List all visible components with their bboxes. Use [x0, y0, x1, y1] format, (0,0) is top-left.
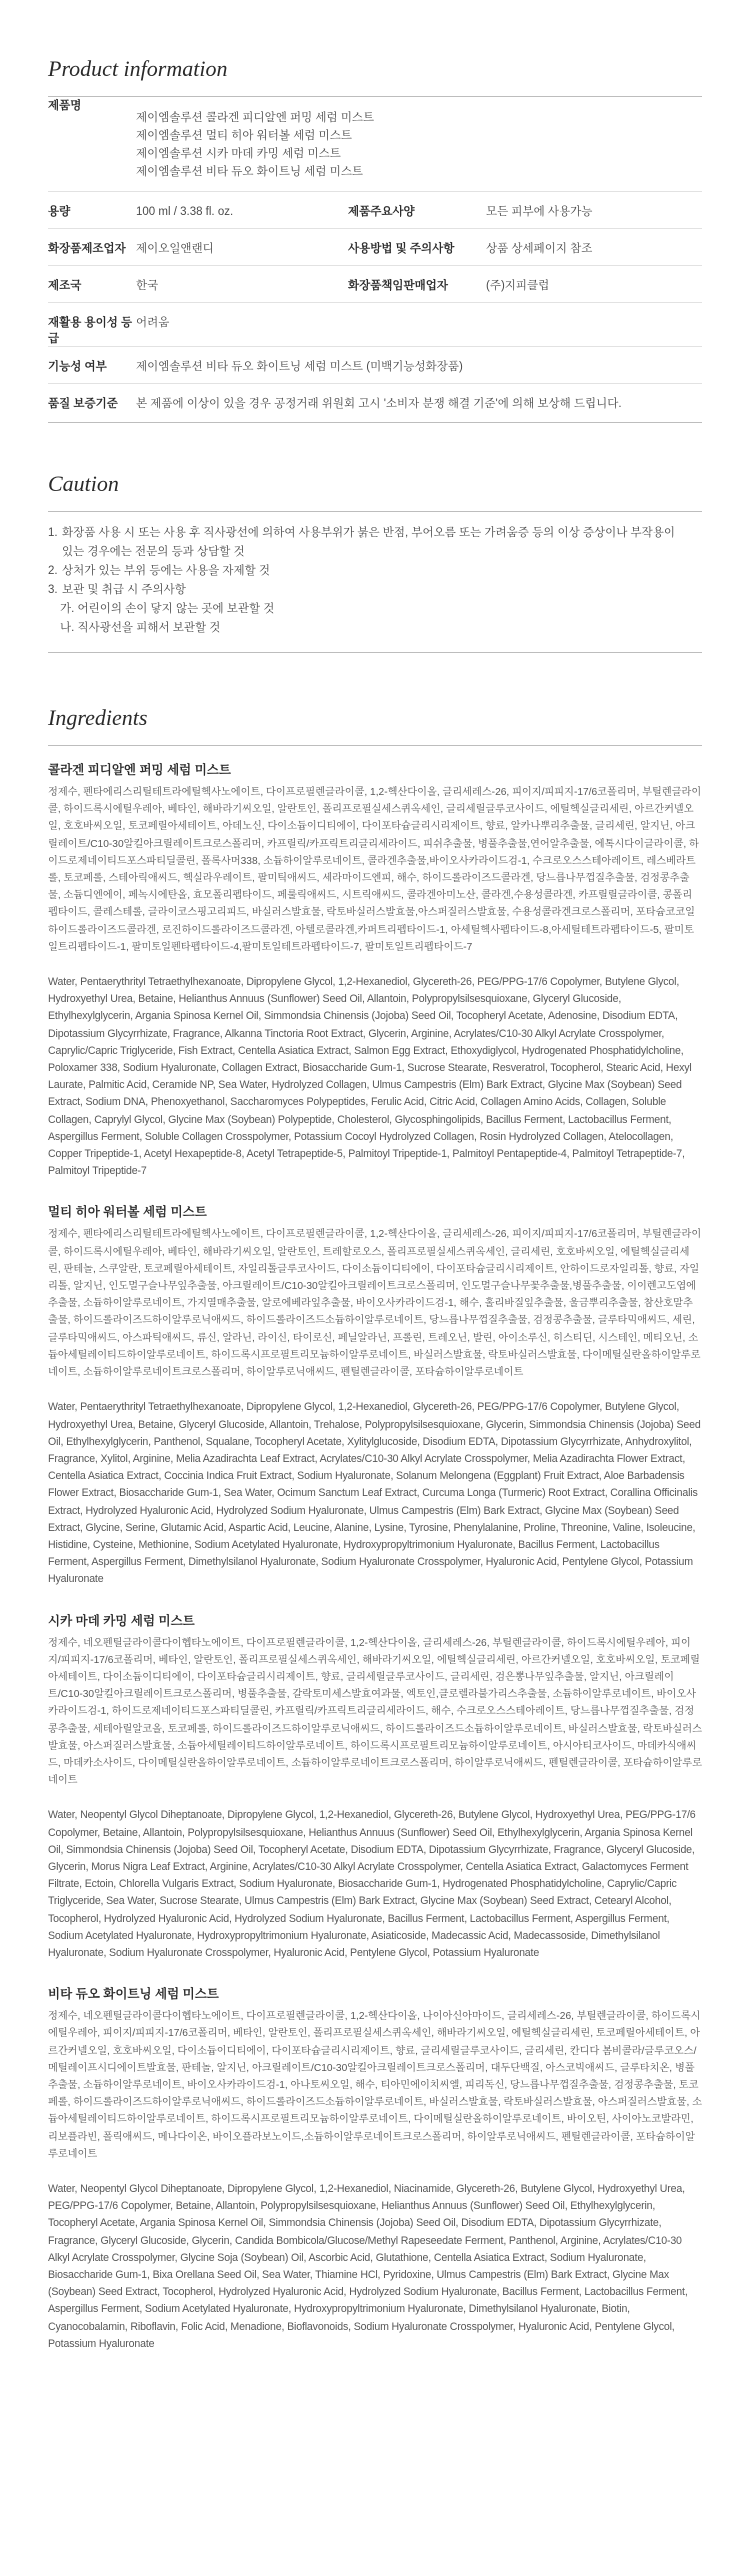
label-volume: 용량 [48, 206, 71, 218]
row-country [48, 266, 702, 302]
caution-subitem: 나. 직사광선을 피해서 보관할 것 [60, 622, 221, 634]
caution-text: 상처가 있는 부위 등에는 사용을 자제할 것 [62, 565, 271, 577]
ingredients-english: Water, Neopentyl Glycol Diheptanoate, Dipropylene Glycol, 1,2-Hexanediol, Niacinamide, Glycereth-26, Butylene Glycol, Hydroxyethyl Urea, PEG/PPG-17/6 Copolymer, Betaine, Allantoin, Polypropylsilsesquioxane, Helianthus Annuus (Sunflower) Seed Oil, Ethylhexylglycerin, Tocopheryl Acetate, Argania Spinosa Kernel Oil, Simmondsia Chinensis (Jojoba) Seed Oil, Disodium EDTA, Dipotassium Glycyrrhizate, Fragrance, Glyceryl Glucoside, Glycerin, Candida Bombicola/Glucose/Methyl Rapeseedate Ferment, Panthenol, Arginine, Acrylates/C10-30 Alkyl Acrylate Crosspolymer, Glycine Soja (Soybean) Oil, Ascorbic Acid, Glutathione, Centella Asiatica Extract, Sodium Hyaluronate, Biosaccharide Gum-1, Bixa Orellana Seed Oil, Sea Water, Thiamine HCl, Pyridoxine, Ulmus Campestris (Elm) Bark Extract, Glycine Max (Soybean) Seed Extract, Tocopherol, Hydrolyzed Hyaluronic Acid, Hydrolyzed Sodium Hyaluronate, Bacillus Ferment, Lactobacillus Ferment, Aspergillus Ferment, Sodium Acetylated Hyaluronate, Hydroxypropyltrimonium Hyaluronate, Dimethylsilanol Hyaluronate, Biotin, Cyanocobalamin, Riboflavin, Folic Acid, Menadione, Bioflavonoids, Sodium Hyaluronate Crosspolymer, Hyaluronic Acid, Pentylene Glycol, Potassium Hyaluronate [48, 2183, 688, 2350]
value-country: 한국 [136, 280, 159, 292]
row-functional [48, 347, 702, 383]
ingredients-product-name: 비타 듀오 화이트닝 세럼 미스트 [48, 1987, 219, 2002]
value-functional: 제이엠솔루션 비타 듀오 화이트닝 세럼 미스트 (미백기능성화장품) [136, 361, 463, 373]
caution-number: 3. [48, 584, 58, 596]
row-warranty [48, 384, 702, 420]
value-skin-type: 모든 피부에 사용가능 [486, 206, 593, 218]
row-recycle [48, 303, 702, 346]
caution-list [48, 512, 702, 652]
ingredients-product-name: 시카 마데 카밍 세럼 미스트 [48, 1613, 195, 1628]
ingredients-product-name: 콜라겐 피디알엔 퍼밍 세럼 미스트 [48, 763, 231, 777]
caution-item [48, 562, 702, 581]
value-recycle: 어려움 [136, 317, 170, 329]
label-maker: 화장품제조업자 [48, 243, 126, 255]
ingredients-product-name: 멀티 히아 워터볼 세럼 미스트 [48, 1205, 207, 1220]
value-volume: 100 ml / 3.38 fl. oz. [136, 206, 234, 218]
caution-text: 보관 및 취급 시 주의사항 [62, 584, 186, 596]
label-skin-type: 제품주요사양 [348, 206, 415, 218]
ingredients-english: Water, Neopentyl Glycol Diheptanoate, Dipropylene Glycol, 1,2-Hexanediol, Glycereth-26, Butylene Glycol, Hydroxyethyl Urea, PEG/PPG-17/6 Copolymer, Betaine, Allantoin, Polypropylsilsesquioxane, Helianthus Annuus (Sunflower) Seed Oil, Ethylhexylglycerin, Argania Spinosa Kernel Oil, Simmondsia Chinensis (Jojoba) Seed Oil, Tocopheryl Acetate, Disodium EDTA, Dipotassium Glycyrrhizate, Fragrance, Glyceryl Glucoside, Glycerin, Morus Nigra Leaf Extract, Arginine, Acrylates/C10-30 Alkyl Acrylate Crosspolymer, Centella Asiatica Extract, Galactomyces Ferment Filtrate, Ectoin, Chlorella Vulgaris Extract, Sodium Hyaluronate, Biosaccharide Gum-1, Hydrogenated Phosphatidylcholine, Caprylic/Capric Triglyceride, Sea Water, Sucrose Stearate, Ulmus Campestris (Elm) Bark Extract, Glycine Max (Soybean) Seed Extract, Cetearyl Alcohol, Tocopherol, Hydrolyzed Hyaluronic Acid, Hydrolyzed Sodium Hyaluronate, Bacillus Ferment, Lactobacillus Ferment, Aspergillus Ferment, Sodium Acetylated Hyaluronate, Hydroxypropyltrimonium Hyaluronate, Asiaticoside, Madecassic Acid, Madecassoside, Dimethylsilanol Hyaluronate, Sodium Hyaluronate Crosspolymer, Hyaluronic Acid, Pentylene Glycol, Potassium Hyaluronate [48, 1809, 696, 1959]
label-country: 제조국 [48, 280, 82, 292]
ingredients-block-vita [48, 1962, 702, 2353]
divider [48, 422, 702, 423]
caution-subitem: 가. 어린이의 손이 닿지 않는 곳에 보관할 것 [60, 603, 275, 615]
product-name-4: 제이엠솔루션 비타 듀오 화이트닝 세럼 미스트 [136, 166, 364, 178]
ingredients-english: Water, Pentaerythrityl Tetraethylhexanoate, Dipropylene Glycol, 1,2-Hexanediol, Glycereth-26, PEG/PPG-17/6 Copolymer, Butylene Glycol, Hydroxyethyl Urea, Betaine, Helianthus Annuus (Sunflower) Seed Oil, Allantoin, Polypropylsilsesquioxane, Glyceryl Glucoside, Ethylhexylglycerin, Argania Spinosa Kernel Oil, Simmondsia Chinensis (Jojoba) Seed Oil, Tocopheryl Acetate, Adenosine, Disodium EDTA, Dipotassium Glycyrrhizate, Fragrance, Alkanna Tinctoria Root Extract, Glycerin, Arginine, Acrylates/C10-30 Alkyl Acrylate Crosspolymer, Caprylic/Capric Triglyceride, Fish Extract, Centella Asiatica Extract, Salmon Egg Extract, Ethoxydiglycol, Hydrogenated Phosphatidylcholine, Poloxamer 338, Sodium Hyaluronate, Collagen Extract, Biosaccharide Gum-1, Sucrose Stearate, Resveratrol, Tocopherol, Stearic Acid, Hexyl Laurate, Palmitic Acid, Ceramide NP, Sea Water, Hydrolyzed Collagen, Ulmus Campestris (Elm) Bark Extract, Glycine Max (Soybean) Seed Extract, Sodium DNA, Phenoxyethanol, Saccharomyces Polypeptides, Ferulic Acid, Citric Acid, Collagen Amino Acids, Collagen, Soluble Collagen, Caprylyl Glycol, Glycine Max (Soybean) Polypeptide, Cholesterol, Glycosphingolipids, Bacillus Ferment, Lactobacillus Ferment, Aspergillus Ferment, Soluble Collagen Crosspolymer, Potassium Cocoyl Hydrolyzed Collagen, Rosin Hydrolyzed Collagen, Atelocollagen, Copper Tripeptide-1, Acetyl Hexapeptide-8, Acetyl Tetrapeptide-5, Palmitoyl Tripeptide-1, Palmitoyl Pentapeptide-4, Palmitoyl Tetrapeptide-7, Palmitoyl Tripeptide-7 [48, 976, 692, 1178]
product-info-table [48, 97, 702, 420]
product-name-3: 제이엠솔루션 시카 마데 카밍 세럼 미스트 [136, 148, 341, 160]
divider [48, 652, 702, 653]
ingredients-block-collagen [48, 746, 702, 1180]
row-volume [48, 192, 702, 228]
caution-item [48, 524, 702, 543]
value-seller: (주)지피클럽 [486, 280, 550, 292]
product-info-title: Product information [48, 56, 228, 81]
label-product-name: 제품명 [48, 100, 82, 112]
ingredients-korean: 정제수, 펜타에리스리틸테트라에틸헥사노에이트, 다이프로필렌글라이콜, 1,2-헥산다이올, 글리세레스-26, 피이지/피피지-17/6코폴리머, 부틸렌글라이콜, 하이드록시에틸우레아, 베타인, 해바라기씨오일, 알란토인, 폴리프로필실세스퀴옥세인, 글리세릴글루코사이드, 에틸헥실글리세린, 아르간커넬오일, 호호바씨오일, 토코페릴아세테이트, 아데노신, 다이소듐이디티에이, 다이포타슘글리시리제이트, 향료, 알카나뿌리추출물, 글리세린, 알지닌, 아크릴레이트/C10-30알킬아크릴레이트크로스폴리머, 카프릴릭/카프릭트리글리세라이드, 피쉬추출물, 병풀추출물,연어알추출물, 에톡시다이글라이콜, 하이드로제네이티드포스파티딜콜린, 폴록사머338, 소듐하이알루로네이트, 콜라겐추출물,바이오사카라이드검-1, 수크로오스스테아레이트, 레스베라트롤, 토코페롤, 스테아릭애씨드, 헥실라우레이트, 팔미틱애씨드, 세라마이드엔피, 해수, 하이드롤라이즈드콜라겐, 당느릅나무껍질추출물, 검정콩추출물, 소듐디엔에이, 페녹시에탄올, 효모폴리펩타이드, 페룰릭애씨드, 시트릭애씨드, 콜라겐아미노산, 콜라겐,수용성콜라겐, 카프릴릴글라이콜, 콩폴리펩타이드, 콜레스테롤, 글라이코스핑고리피드, 바실러스발효물, 락토바실러스발효물,아스퍼질러스발효물, 수용성콜라겐크로스폴리머, 포타슘코코일하이드롤라이즈드콜라겐, 로진하이드롤라이즈드콜라겐, 아텔로콜라겐,카퍼트리펩타이드-1, 아세틸헥사펩타이드-8,아세틸테트라펩타이드-5, 팔미토일트리펩타이드-1, 팔미토일펜타펩타이드-4,팔미토일테트라펩타이드-7, 팔미토일트리펩타이드-7 [48, 787, 702, 953]
caution-item [48, 581, 702, 600]
row-product-name [48, 97, 702, 191]
ingredients-korean: 정제수, 펜타에리스리틸테트라에틸헥사노에이트, 다이프로필렌글라이콜, 1,2-헥산다이올, 글리세레스-26, 피이지/피피지-17/6코폴리머, 부틸렌글라이콜, 하이드록시에틸우레아, 베타인, 해바라기씨오일, 알란토인, 트레할로오스, 폴리프로필실세스퀴옥세인, 글리세린, 호호바씨오일, 에틸헥실글리세린, 판테놀, 스쿠알란, 토코페릴아세테이트, 자일리톨글루코사이드, 다이소듐이디티에이, 다이포타슘글리시리제이트, 안하이드로자일리톨, 향료, 자일리톨, 알지닌, 인도멀구슬나무잎추출물, 아크릴레이트/C10-30알킬아크릴레이트크로스폴리머, 인도멀구슬나무꽃추출물,병풀추출물, 이이렌고도엽에추출물, 소듐하이알루로네이트, 가지열매추출물, 알로에베라잎추출물, 바이오사카라이드검-1, 해수, 홀리바질잎추출물, 울금뿌리추출물, 참산호말추출물, 하이드롤라이즈드하이알루로닉애씨드, 하이드롤라이즈드소듐하이알루로네이트, 당느릅나무껍질추출물, 검정콩추출물, 글루타믹애씨드, 세린, 글루타믹애씨드, 아스파틱애씨드, 류신, 알라닌, 라이신, 타이로신, 페닐알라닌, 프롤린, 트레오닌, 발린, 아이소루신, 히스티딘, 시스테인, 메티오닌, 소듐아세틸레이티드하이알루로네이트, 하이드록시프로필트리모늄하이알루로네이트, 바실러스발효물, 락토바실러스발효물, 다이메틸실란올하이알루로네이트, 소듐하이알루로네이트크로스폴리머, 하이알루로닉애씨드, 펜틸렌글라이콜, 포타슘하이알루로네이트 [48, 1229, 702, 1379]
ingredients-korean: 정제수, 네오펜틸글라이콜다이헵타노에이트, 다이프로필렌글라이콜, 1,2-헥산다이올, 나이아신아마이드, 글리세레스-26, 부틸렌글라이콜, 하이드록시에틸우레아, 피이지/피피지-17/6코폴리머, 베타인, 알란토인, 폴리프로필실세스퀴옥세인, 해바라기씨오일, 에틸헥실글리세린, 토코페릴아세테이트, 아르간커넬오일, 호호바씨오일, 다이소듐이디티에이, 다이포타슘글리시리제이트, 향료, 글리세릴글루코사이드, 글리세린, 칸디다 봄비콜라/글루코오스/메틸레이프시디에이트발효물, 판테놀, 알지닌, 아크릴레이트/C10-30알킬아크릴레이트크로스폴리머, 대두단백질, 아스코빅애씨드, 글루타치온, 병풀추출물, 소듐하이알루로네이트, 바이오사카라이드검-1, 아나토씨오일, 해수, 티아민에이치씨엘, 피리독신, 당느릅나무껍질추출물, 검정콩추출물, 토코페롤, 하이드롤라이즈드하이알루로닉애씨드, 하이드롤라이즈드소듐하이알루로네이트, 바실러스발효물, 락토바실러스발효물, 아스퍼질러스발효물, 소듐아세틸레이티드하이알루로네이트, 하이드록시프로필트리모늄하이알루로네이트, 다이메틸실란올하이알루로네이트, 바이오틴, 사이아노코발라민, 리보플라빈, 폴릭애씨드, 메나다이온, 바이오플라보노이드,소듐하이알루로네이트크로스폴리머, 하이알루로닉애씨드, 펜틸렌글라이콜, 포타슘하이알루로네이트 [48, 2011, 702, 2160]
caution-text: 있는 경우에는 전문의 등과 상담할 것 [62, 546, 245, 558]
ingredients-block-hya [48, 1180, 702, 1588]
product-name-1: 제이엠솔루션 콜라겐 피디알엔 퍼밍 세럼 미스트 [136, 112, 375, 124]
label-seller: 화장품책임판매업자 [348, 280, 448, 292]
product-name-2: 제이엠솔루션 멀티 히아 워터볼 세럼 미스트 [136, 130, 352, 142]
value-maker: 제이오일앤랜디 [136, 243, 214, 255]
label-usage: 사용방법 및 주의사항 [348, 243, 455, 255]
ingredients-english: Water, Pentaerythrityl Tetraethylhexanoate, Dipropylene Glycol, 1,2-Hexanediol, Glycereth-26, PEG/PPG-17/6 Copolymer, Butylene Glycol, Hydroxyethyl Urea, Betaine, Glyceryl Glucoside, Allantoin, Trehalose, Polypropylsilsesquioxane, Glycerin, Simmondsia Chinensis (Jojoba) Seed Oil, Ethylhexylglycerin, Panthenol, Squalane, Tocopheryl Acetate, Xylitylglucoside, Disodium EDTA, Dipotassium Glycyrrhizate, Anhydroxylitol, Fragrance, Xylitol, Arginine, Melia Azadirachta Leaf Extract, Acrylates/C10-30 Alkyl Acrylate Crosspolymer, Melia Azadirachta Flower Extract, Centella Asiatica Extract, Coccinia Indica Fruit Extract, Sodium Hyaluronate, Solanum Melongena (Eggplant) Fruit Extract, Aloe Barbadensis Flower Extract, Biosaccharide Gum-1, Sea Water, Ocimum Sanctum Leaf Extract, Curcuma Longa (Turmeric) Root Extract, Corallina Officinalis Extract, Hydrolyzed Hyaluronic Acid, Hydrolyzed Sodium Hyaluronate, Ulmus Campestris (Elm) Bark Extract, Glycine Max (Soybean) Seed Extract, Glycine, Serine, Glutamic Acid, Aspartic Acid, Leucine, Alanine, Lysine, Tyrosine, Phenylalanine, Proline, Threonine, Valine, Isoleucine, Histidine, Cysteine, Methionine, Sodium Acetylated Hyaluronate, Hydroxypropyltrimonium Hyaluronate, Bacillus Ferment, Lactobacillus Ferment, Aspergillus Ferment, Dimethylsilanol Hyaluronate, Sodium Hyaluronate Crosspolymer, Hyaluronic Acid, Pentylene Glycol, Potassium Hyaluronate [48, 1401, 701, 1586]
value-usage: 상품 상세페이지 참조 [486, 243, 593, 255]
label-functional: 기능성 여부 [48, 361, 107, 373]
caution-item [48, 543, 702, 562]
page [0, 56, 750, 2353]
caution-title: Caution [48, 471, 119, 496]
ingredients-korean: 정제수, 네오펜틸글라이콜다이헵타노에이트, 다이프로필렌글라이콜, 1,2-헥산다이올, 글리세레스-26, 부틸렌글라이콜, 하이드록시에틸우레아, 피이지/피피지-17/6코폴리머, 베타인, 알란토인, 폴리프로필실세스퀴옥세인, 해바라기씨오일, 에틸헥실글리세린, 아르간커넬오일, 호호바씨오일, 토코페릴아세테이트, 다이소듐이디티에이, 다이포타슘글리시리제이트, 향료, 글리세릴글루코사이드, 글리세린, 검은뽕나무잎추출물, 알지닌, 아크릴레이트/C10-30알킬아크릴레이트크로스폴리머, 병풀추출물, 갈락토미세스발효여과물, 엑토인,클로렐라불가리스추출물, 소듐하이알루로네이트, 바이오사카라이드검-1, 하이드로제네이티드포스파티딜콜린, 카프릴릭/카프릭트리글리세라이드, 해수, 수크로오스스테아레이트, 당느릅나무껍질추출물, 검정콩추출물, 세테아릴알코올, 토코페롤, 하이드롤라이즈드하이알루로닉애씨드, 하이드롤라이즈드소듐하이알루로네이트, 바실러스발효물, 락토바실러스발효물, 아스퍼질러스발효물, 소듐아세틸레이티드하이알루로네이트, 하이드록시프로필트리모늄하이알루로네이트, 아시아티코사이드, 마데카식애씨드, 마데카소사이드, 다이메틸실란올하이알루로네이트, 소듐하이알루로네이트크로스폴리머, 하이알루로닉애씨드, 펜틸렌글라이콜, 포타슘하이알루로네이트 [48, 1637, 702, 1787]
ingredients-block-cica [48, 1589, 702, 1963]
row-maker [48, 229, 702, 265]
ingredients-title: Ingredients [48, 705, 148, 730]
caution-number [48, 543, 62, 562]
label-warranty: 품질 보증기준 [48, 398, 118, 410]
caution-text: 화장품 사용 시 또는 사용 후 직사광선에 의하여 사용부위가 붉은 반점, 부어오름 또는 가려움증 등의 이상 증상이나 부작용이 [62, 527, 675, 539]
caution-number: 2. [48, 565, 58, 577]
value-warranty: 본 제품에 이상이 있을 경우 공정거래 위원회 고시 '소비자 분쟁 해결 기준'에 의해 보상해 드립니다. [136, 398, 622, 410]
caution-number: 1. [48, 527, 58, 539]
label-recycle: 재활용 용이성 등급 [48, 317, 133, 345]
